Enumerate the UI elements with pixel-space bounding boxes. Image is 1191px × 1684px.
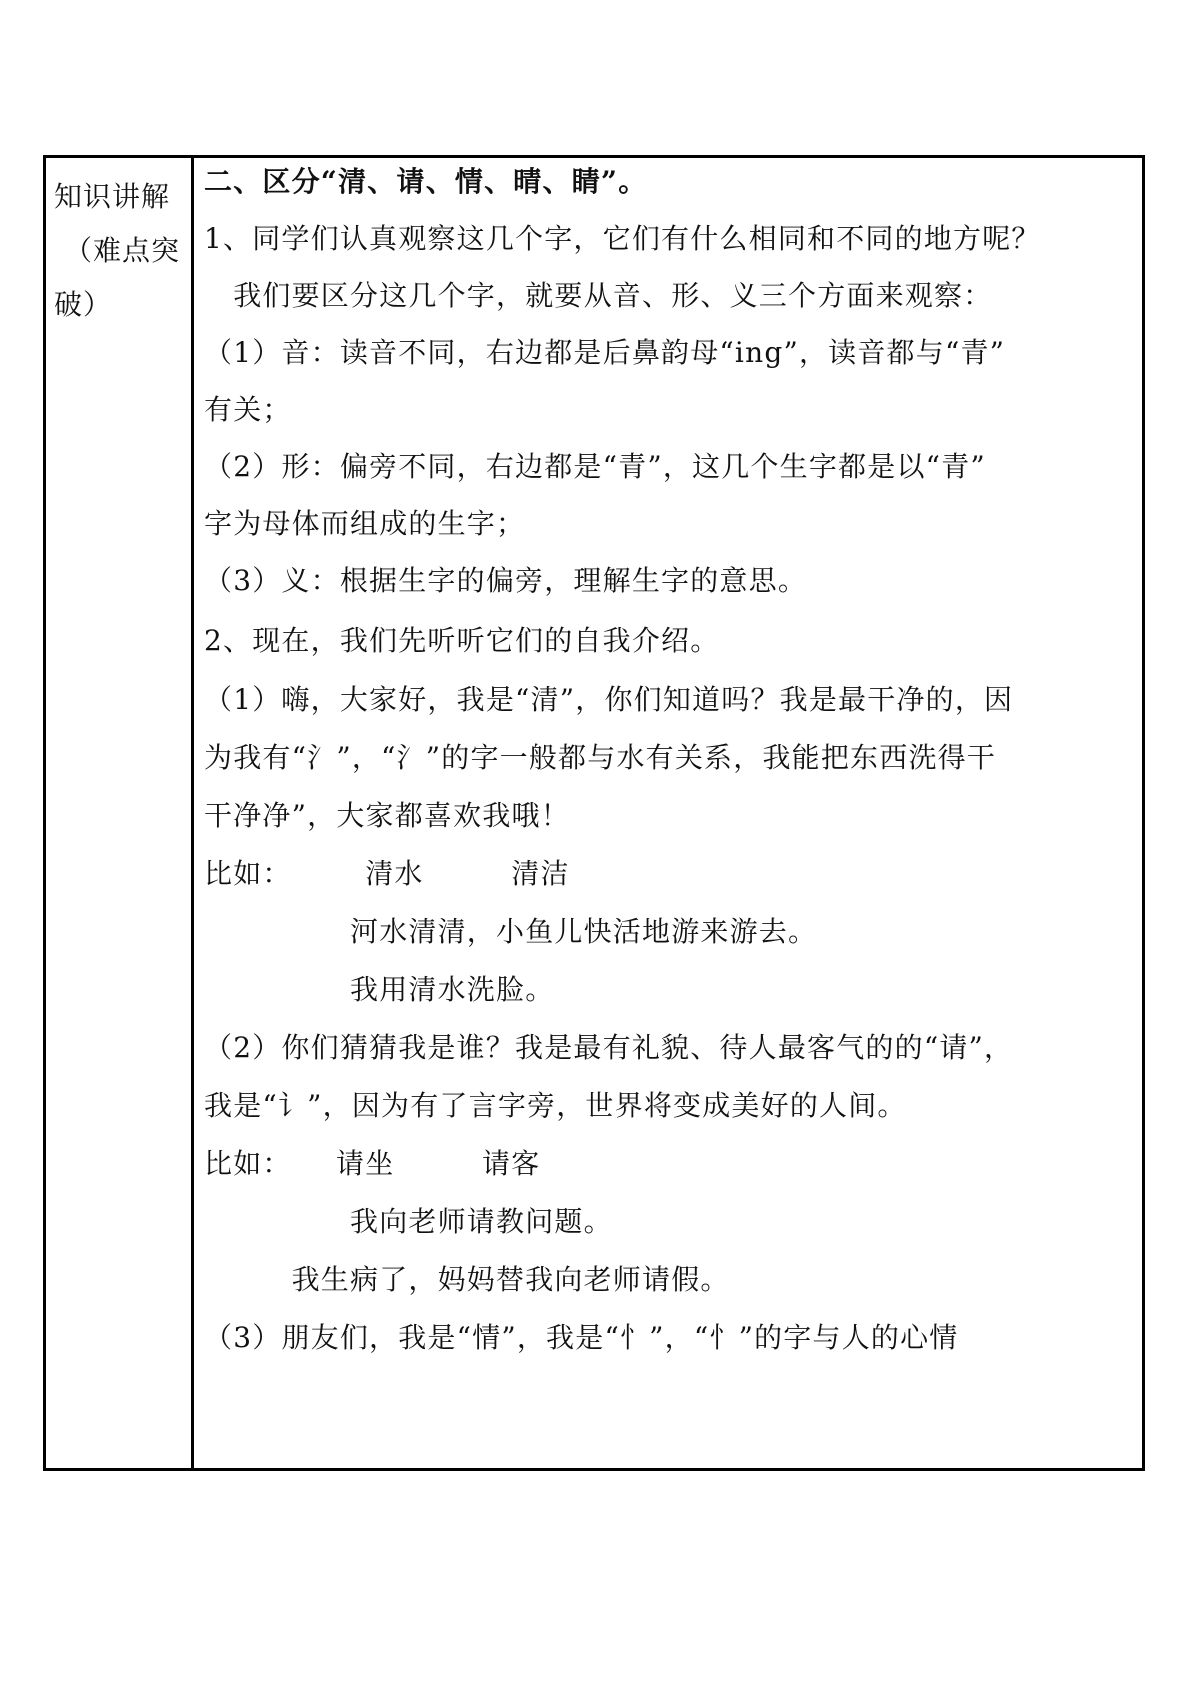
column-divider <box>191 155 194 1471</box>
section-heading: 二、区分“清、请、情、晴、睛”。 <box>204 165 648 198</box>
text-line: 1、同学们认真观察这几个字，它们有什么相同和不同的地方呢？ <box>204 222 1041 255</box>
text-line: （3）义：根据生字的偏旁，理解生字的意思。 <box>204 564 808 597</box>
text-line: 我是“讠”，因为有了言字旁，世界将变成美好的人间。 <box>204 1089 907 1122</box>
section-label-cell <box>54 170 190 332</box>
text-line: 为我有“氵”，“氵”的字一般都与水有关系，我能把东西洗得干 <box>204 741 997 774</box>
text-line: 比如： 清水 清洁 <box>204 857 570 890</box>
text-line: （2）你们猜猜我是谁？我是最有礼貌、待人最客气的的“请”， <box>204 1031 1014 1064</box>
text-line: 干净净”，大家都喜欢我哦！ <box>204 799 570 832</box>
text-line: （1）音：读音不同，右边都是后鼻韵母“ing”，读音都与“青” <box>204 336 1006 369</box>
text-line: （3）朋友们，我是“情”，我是“忄”，“忄”的字与人的心情 <box>204 1321 959 1354</box>
text-line: 我向老师请教问题。 <box>204 1205 613 1238</box>
section-label-line-2: （难点突 <box>64 234 181 267</box>
text-line: 我们要区分这几个字，就要从音、形、义三个方面来观察： <box>204 279 993 312</box>
text-line: （1）嗨，大家好，我是“清”，你们知道吗？我是最干净的，因 <box>204 683 1014 716</box>
section-label-line-1: 知识讲解 <box>54 180 171 213</box>
text-line: （2）形：偏旁不同，右边都是“青”，这几个生字都是以“青” <box>204 450 986 483</box>
section-label-line-3: 破） <box>54 288 113 321</box>
text-line: 有关； <box>204 393 292 426</box>
text-line: 河水清清，小鱼儿快活地游来游去。 <box>204 915 818 948</box>
text-line: 字为母体而组成的生字； <box>204 507 526 540</box>
text-line: 我生病了，妈妈替我向老师请假。 <box>204 1263 730 1296</box>
text-line: 比如： 请坐 请客 <box>204 1147 541 1180</box>
text-line: 2、现在，我们先听听它们的自我介绍。 <box>204 624 720 657</box>
text-line: 我用清水洗脸。 <box>204 973 555 1006</box>
